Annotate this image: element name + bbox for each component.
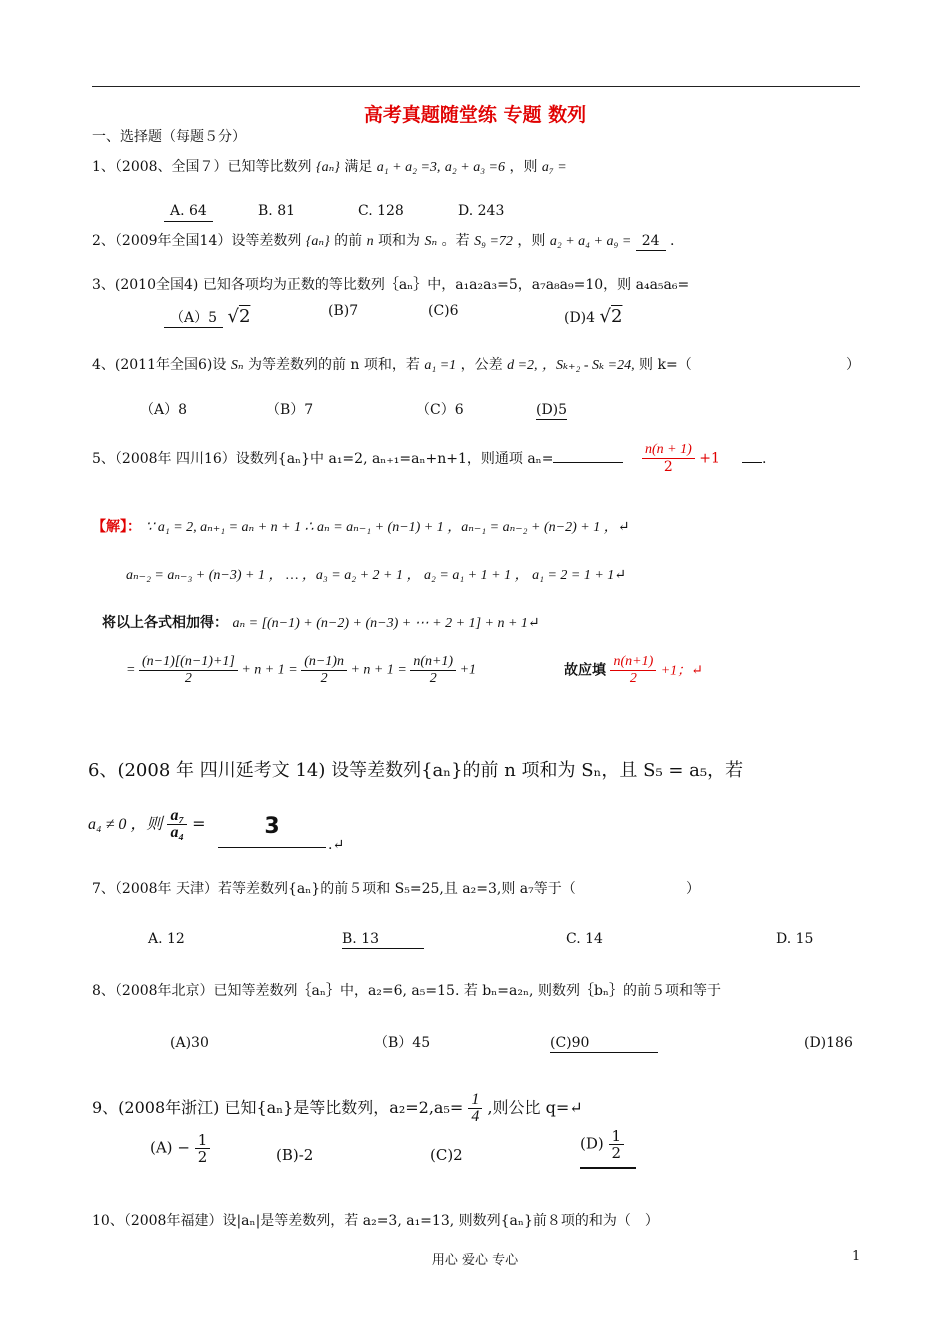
q4-cond1: a₁ =1 xyxy=(424,358,457,373)
q3-option-a-radicand: 2 xyxy=(238,306,251,327)
solution-line-4: = $\frac{(n-1)[(n-1)+1]}{2}$ + n + 1 = $\frac{(n-1)n}{2}$ + n + 1 = $\frac{n(n+1)}{2}$ +1 xyxy=(126,654,477,686)
question-2 xyxy=(92,232,674,251)
q7-close: ） xyxy=(686,881,700,897)
q7-option-a: A. 12 xyxy=(148,931,185,947)
question-1 xyxy=(92,158,567,177)
q4-sn: Sₙ xyxy=(230,358,244,373)
q2-then: ，则 xyxy=(517,233,546,249)
q4-option-d: (D)5 xyxy=(536,402,568,418)
q1-seq: {aₙ} xyxy=(316,160,340,175)
q8-option-c: (C)90 xyxy=(550,1034,658,1053)
q2-end: . xyxy=(670,233,675,249)
q1-option-d: D. 243 xyxy=(458,203,505,219)
q9-tail: ,则公比 q=↵ xyxy=(487,1098,583,1117)
q5-answer-tail: +1 xyxy=(699,450,720,467)
q9-denominator: 4 xyxy=(471,1108,480,1125)
solution-f3-numerator: n(n+1) xyxy=(410,654,456,671)
solution-f2-numerator: (n−1)n xyxy=(301,654,347,671)
q9-option-d-numerator: 1 xyxy=(609,1128,625,1145)
q4-prefix: 4、(2011年全国6)设 xyxy=(92,357,227,373)
q6-answer: 3 xyxy=(218,814,326,848)
q4-cond3: ，Sₖ₊₂ - Sₖ =24, xyxy=(541,358,635,373)
q2-n: n xyxy=(366,234,374,249)
section-heading: 一、选择题（每题５分） xyxy=(92,129,246,145)
solution-line1-text: ∵ a₁ = 2, aₙ₊₁ = aₙ + n + 1 ∴ aₙ = aₙ₋₁ + (n−1) + 1 ，aₙ₋₁ = aₙ₋₂ + (n−2) + 1 ，↵ xyxy=(145,520,630,535)
q4-option-c: （C）6 xyxy=(416,402,464,418)
solution-f4-numerator: n(n+1) xyxy=(610,654,656,671)
q3-option-c: (C)6 xyxy=(428,303,459,319)
q9-option-a-label: (A) xyxy=(150,1138,173,1157)
q9-option-a-sign: − xyxy=(177,1138,190,1157)
q4-then: 则 k=（ xyxy=(639,357,692,373)
q5-text: 5、（2008年 四川16）设数列{aₙ}中 a₁=2, aₙ₊₁=aₙ+n+1，则通项 aₙ= xyxy=(92,451,554,467)
q6-cond: a₄ ≠ 0 ，则 xyxy=(88,816,163,833)
solution-f4-denominator: 2 xyxy=(629,671,637,686)
q5-answer xyxy=(642,442,720,475)
question-9 xyxy=(92,1092,583,1125)
q5-answer-numerator: n(n + 1) xyxy=(642,442,695,459)
q2-answer: 24 xyxy=(636,233,666,251)
question-5 xyxy=(92,450,623,468)
q4-option-b: （B）7 xyxy=(266,402,314,418)
solution-fill-label: 故应填 xyxy=(564,662,606,679)
q1-ask: a₇ = xyxy=(541,160,567,175)
q4-close: ） xyxy=(846,357,860,373)
q2-sn: Sₙ xyxy=(424,234,438,249)
q9-option-a-denominator: 2 xyxy=(197,1148,208,1166)
q9-option-b: (B)-2 xyxy=(276,1146,314,1164)
q2-mid2: 项和为 xyxy=(378,233,421,249)
question-4 xyxy=(92,356,692,375)
q3-option-d-radicand: 2 xyxy=(611,306,623,327)
q1-prefix: 1、（2008、全国７）已知等比数列 xyxy=(92,159,312,175)
q4-option-a: （A）8 xyxy=(140,402,188,418)
q1-then: ，则 xyxy=(509,159,538,175)
solution-f1-numerator: (n−1)[(n−1)+1] xyxy=(139,654,238,671)
q5-end xyxy=(742,450,766,468)
q7-option-b: B. 13 xyxy=(342,930,424,949)
q3-option-b: (B)7 xyxy=(328,303,359,319)
page-number: 1 xyxy=(852,1249,861,1264)
q5-answer-denominator: 2 xyxy=(663,459,673,475)
q9-option-a xyxy=(150,1132,210,1165)
q9-option-a-numerator: 1 xyxy=(195,1132,211,1149)
q3-option-a-label: （A）5 xyxy=(164,310,223,328)
question-7: 7、（2008年 天津）若等差数列{aₙ}的前５项和 S₅=25,且 a₂=3,则 a₇等于（ xyxy=(92,881,576,897)
q1-option-a: A. 64 xyxy=(164,202,213,222)
q9-option-d xyxy=(580,1128,636,1169)
solution-f1-tail: + n + 1 = xyxy=(241,662,298,678)
q1-cond1: a₁ + a₂ =3, xyxy=(376,160,441,175)
solution-line3-label: 将以上各式相加得： xyxy=(102,615,228,631)
solution-line-3 xyxy=(102,612,540,632)
footer-text: 用心 爱心 专心 xyxy=(431,1253,519,1268)
q3-option-d-label: (D)4 xyxy=(564,310,596,326)
q3-option-d xyxy=(564,306,622,328)
solution-line-2: aₙ₋₂ = aₙ₋₃ + (n−3) + 1 ， … ，a₃ = a₂ + 2 + 1 ， a₂ = a₁ + 1 + 1 ， a₁ = 2 = 1 + 1↵ xyxy=(126,568,627,583)
solution-line3-text: aₙ = [(n−1) + (n−2) + (n−3) + ⋯ + 2 + 1] + n + 1↵ xyxy=(232,616,540,631)
solution-f3-tail: +1 xyxy=(459,662,477,678)
solution-label: 【解】： xyxy=(92,519,141,535)
sqrt-icon: √ xyxy=(599,306,611,327)
question-6: 6、(2008 年 四川延考文 14) 设等差数列{aₙ}的前 n 项和为 Sₙ，且 S₅ = a₅，若 xyxy=(88,760,744,781)
q6-denominator: a₄ xyxy=(170,824,185,841)
solution-f3-denominator: 2 xyxy=(429,671,437,686)
q7-option-d: D. 15 xyxy=(776,931,814,947)
q9-option-c: (C)2 xyxy=(430,1146,463,1164)
q7-option-c: C. 14 xyxy=(566,931,603,947)
solution-f2-tail: + n + 1 = xyxy=(350,662,407,678)
q3-option-a xyxy=(164,306,250,328)
q8-option-d: (D)186 xyxy=(804,1035,853,1051)
page-title: 高考真题随堂练 专题 数列 xyxy=(363,104,587,126)
solution-f1-denominator: 2 xyxy=(184,671,192,686)
sqrt-icon: √ xyxy=(227,306,239,327)
q1-cond2: a₂ + a₃ =6 xyxy=(444,160,506,175)
q6-equals: = xyxy=(192,814,206,833)
q9-numerator: 1 xyxy=(468,1092,482,1109)
q4-mid: 为等差数列的前 n 项和，若 xyxy=(247,357,420,373)
q6-line-2 xyxy=(88,808,206,841)
q8-option-b: （B）45 xyxy=(374,1035,431,1051)
q9-text: 9、(2008年浙江) 已知{aₙ}是等比数列，a₂=2,a₅= xyxy=(92,1098,464,1117)
q1-mid: 满足 xyxy=(344,159,373,175)
q5-end-line xyxy=(742,450,762,463)
q2-seq: {aₙ} xyxy=(305,234,330,249)
question-10: 10、（2008年福建）设|aₙ|是等差数列，若 a₂=3, a₁=13, 则数列{aₙ}前８项的和为（ ） xyxy=(92,1213,659,1229)
q2-prefix: 2、（2009年全国14）设等差数列 xyxy=(92,233,302,249)
q2-mid: 的前 xyxy=(334,233,363,249)
q6-numerator: a₇ xyxy=(167,808,187,825)
q1-option-b: B. 81 xyxy=(258,203,296,219)
q1-option-c: C. 128 xyxy=(358,203,404,219)
q2-cond: S₉ =72 xyxy=(474,234,513,249)
q9-option-d-denominator: 2 xyxy=(611,1144,622,1162)
solution-f2-denominator: 2 xyxy=(320,671,328,686)
solution-fill xyxy=(564,654,703,687)
q8-option-a: (A)30 xyxy=(170,1035,209,1051)
q5-blank xyxy=(553,450,623,463)
question-3: 3、(2010全国4) 已知各项均为正数的等比数列｛aₙ｝中，a₁a₂a₃=5，a₇a₈a₉=10，则 a₄a₅a₆= xyxy=(92,277,690,293)
q9-option-d-label: (D) xyxy=(580,1134,604,1153)
q5-end-dot: . xyxy=(762,451,767,467)
solution-f4-tail: +1；↵ xyxy=(660,663,703,679)
solution-line-1 xyxy=(92,516,629,536)
q2-mid3: 。若 xyxy=(441,233,470,249)
q6-end: .↵ xyxy=(328,837,345,853)
header-rule xyxy=(92,86,860,87)
question-8: 8、（2008年北京）已知等差数列｛aₙ｝中，a₂=6, a₅=15. 若 bₙ=a₂ₙ, 则数列｛bₙ｝的前５项和等于 xyxy=(92,983,721,999)
q4-mid2: ，公差 xyxy=(460,357,503,373)
q4-cond2: d =2, xyxy=(507,358,538,373)
q2-ask: a₂ + a₄ + a₉ = xyxy=(549,234,632,249)
